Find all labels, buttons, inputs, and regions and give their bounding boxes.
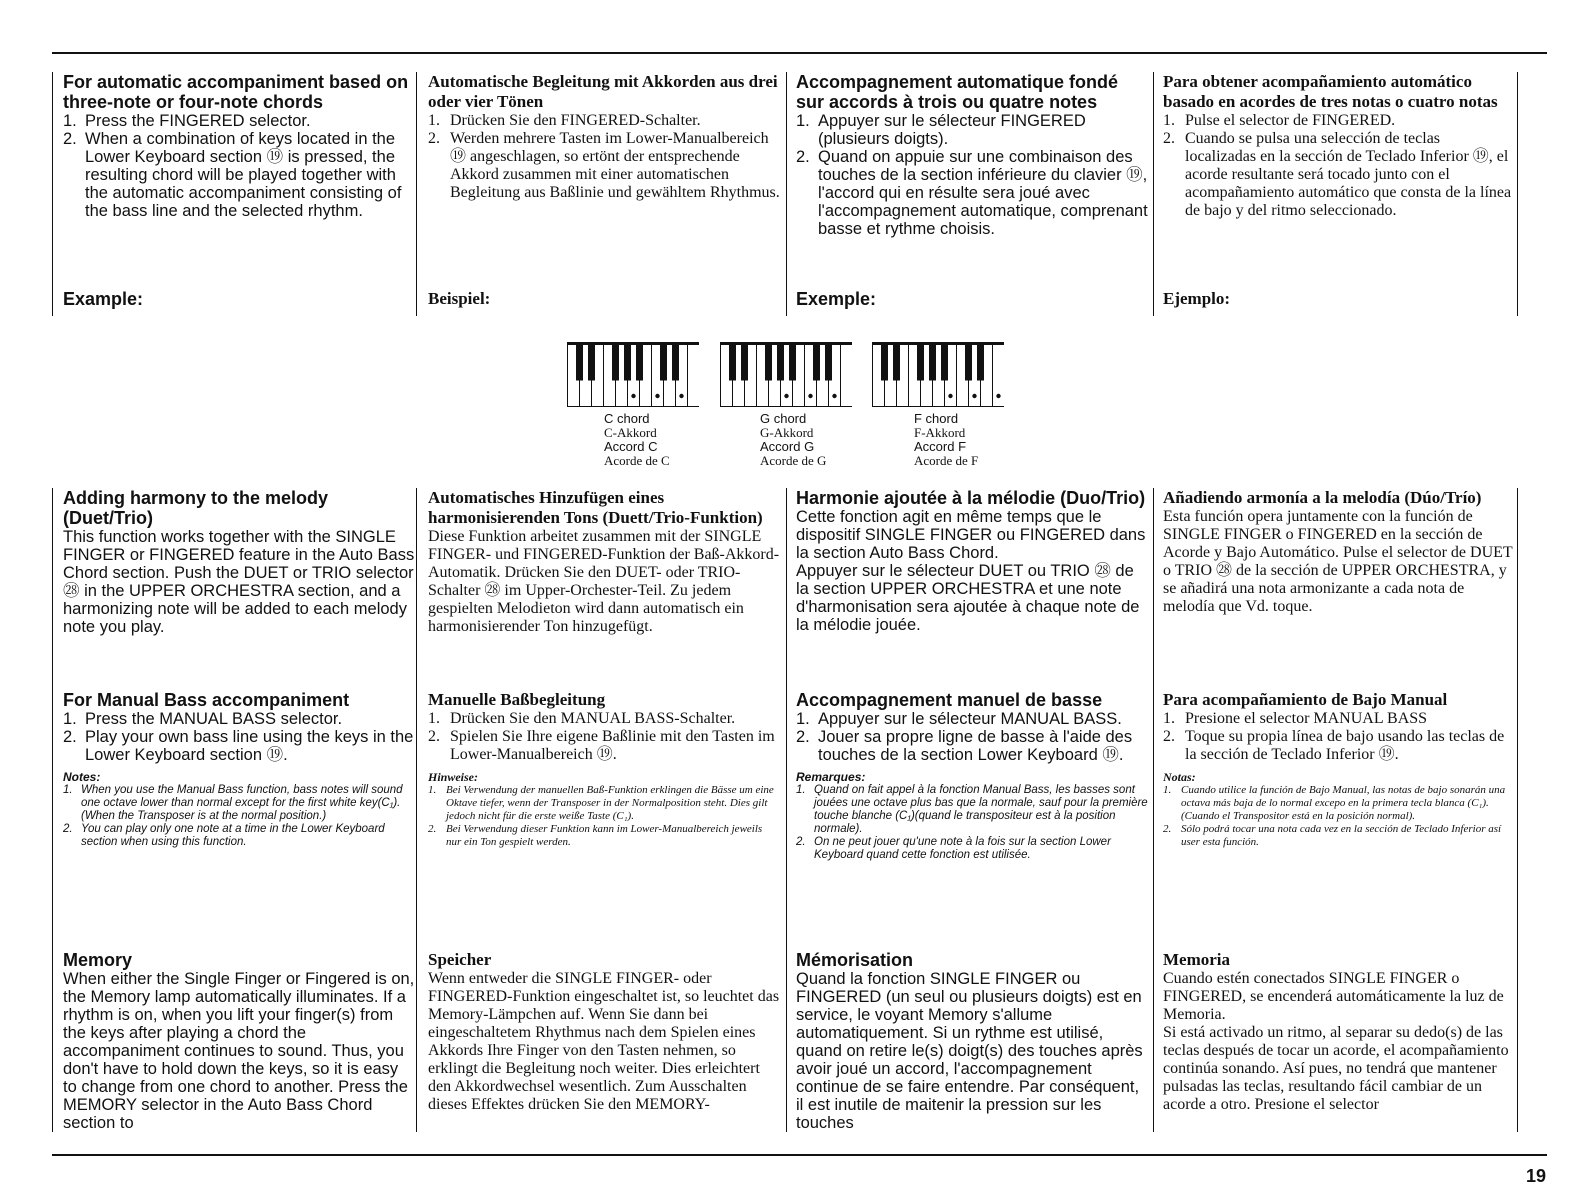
section-heading: Accompagnement manuel de basse xyxy=(796,690,1103,710)
section-fingered xyxy=(796,72,1148,238)
step-item: 1. Press the FINGERED selector. xyxy=(63,112,311,130)
section-memory xyxy=(428,950,780,1114)
section-heading: For automatic accompaniment based on three-note or four-note chords xyxy=(63,72,409,112)
section-body: Quand la fonction SINGLE FINGER ou FINGERED (un seul ou plusieurs doigts) est en service, le voyant Memory s'allume automatiquement. Si un rythme est utilisé, quand on retire le(s) doigt(s) des touches après avoir joué un accord, l'accompagnement continue de se faire entendre. Par conséquent, il est inutile de maitenir la pression sur les touches xyxy=(796,970,1143,1132)
example-label: Example: xyxy=(63,289,144,309)
black-key xyxy=(825,343,832,381)
column-divider xyxy=(416,72,417,316)
notes-heading: Notas: xyxy=(1163,770,1196,784)
notes-heading: Notes: xyxy=(63,770,101,784)
section-heading: Accompagnement automatique fondé sur accords à trois ou quatre notes xyxy=(796,72,1119,112)
black-key xyxy=(929,343,936,381)
section-memory xyxy=(63,950,415,1132)
black-key xyxy=(672,343,679,381)
section-harmony xyxy=(428,488,780,636)
pressed-key-dot xyxy=(784,394,788,398)
keyboard-top-bar xyxy=(720,342,852,345)
black-key xyxy=(588,343,595,381)
bottom-rule xyxy=(52,1154,1547,1156)
section-heading: Para obtener acompañamiento automático basado en acordes de tres notas o cuatro notas xyxy=(1163,72,1498,111)
white-key xyxy=(688,343,700,407)
step-item: 2. When a combination of keys located in the Lower Keyboard section ⑲ is pressed, the resulting chord will be played together with the automatic accompaniment consisting of the bass line and the selected rhythm. xyxy=(63,130,402,220)
section-body: Esta función opera juntamente con la función de SINGLE FINGER o FINGERED en la sección de Acorde y Bajo Automático. Pulse el selector de DUET o TRIO ㉘ de la sección de UPPER ORCHESTRA, y se añadirá una nota armonizante a cada nota de melodía que Vd. toque. xyxy=(1163,508,1513,615)
pressed-key-dot xyxy=(996,394,1000,398)
column-divider xyxy=(1153,488,1154,1132)
section-heading: Automatische Begleitung mit Akkorden aus drei oder vier Tönen xyxy=(428,72,778,111)
section-heading: Manuelle Baßbegleitung xyxy=(428,690,606,709)
keyboard-top-bar xyxy=(567,342,699,345)
section-harmony xyxy=(63,488,415,636)
section-fingered xyxy=(63,72,415,220)
step-item: 1. Pulse el selector de FINGERED. xyxy=(1163,112,1396,129)
section-manual-bass xyxy=(1163,690,1515,849)
step-item: 1. Presione el selector MANUAL BASS xyxy=(1163,710,1428,727)
step-item: 2. Spielen Sie Ihre eigene Baßlinie mit den Tasten im Lower-Manualbereich ⑲. xyxy=(428,728,775,763)
step-item: 2. Quand on appuie sur une combinaison des touches de la section inférieure du clavier ⑲, l'accord qui en résulte sera joué avec l'accompagnement automatique, comprenant basse et rythme choisis. xyxy=(796,148,1148,238)
notes-heading: Remarques: xyxy=(796,770,866,784)
chord-caption-c: C chord C-Akkord Accord C Acorde de C xyxy=(604,411,670,468)
column-divider xyxy=(1517,72,1518,316)
note-item: 1. Bei Verwendung der manuellen Baß-Funktion erklingen die Bässe um eine Oktave tiefer, wenn der Transposer in der Normalposition steht. Dies gilt jedoch nicht für die erste weiße Taste (C₁). xyxy=(428,784,774,822)
black-key xyxy=(881,343,888,381)
black-key xyxy=(612,343,619,381)
black-key xyxy=(741,343,748,381)
section-heading: Automatisches Hinzufügen eines harmonisierenden Tons (Duett/Trio-Funktion) xyxy=(428,488,763,527)
chord-caption-g: G chord G-Akkord Accord G Acorde de G xyxy=(760,411,827,468)
column-divider xyxy=(52,488,53,1132)
column-divider xyxy=(52,72,53,316)
pressed-key-dot xyxy=(631,394,635,398)
keyboard-diagram-f xyxy=(872,342,1004,408)
section-manual-bass xyxy=(428,690,780,849)
black-key xyxy=(917,343,924,381)
note-item: 2. You can play only one note at a time in the Lower Keyboard section when using this function. xyxy=(63,823,385,848)
step-item: 2. Play your own bass line using the keys in the Lower Keyboard section ⑲. xyxy=(63,728,414,764)
chord-caption-f: F chord F-Akkord Accord F Acorde de F xyxy=(914,411,979,468)
pressed-key-dot xyxy=(655,394,659,398)
note-item: 1. When you use the Manual Bass function, bass notes will sound one octave lower than normal except for the first white key(C₁). (When the Transposer is at the normal position.) xyxy=(63,784,403,822)
section-heading: Mémorisation xyxy=(796,950,914,970)
keyboard-diagram-g xyxy=(720,342,852,408)
step-item: 1. Drücken Sie den FINGERED-Schalter. xyxy=(428,112,701,129)
column-divider xyxy=(1517,488,1518,1132)
step-item: 2. Cuando se pulsa una selección de teclas localizadas en la sección de Teclado Inferior ⑲, el acorde resultante será tocado junto con el acompañamiento automático que consta de la línea de bajo y del ritmo seleccionado. xyxy=(1163,130,1512,219)
section-heading: Memoria xyxy=(1163,950,1231,969)
section-heading: Harmonie ajoutée à la mélodie (Duo/Trio) xyxy=(796,488,1146,508)
black-key xyxy=(777,343,784,381)
black-key xyxy=(789,343,796,381)
column-divider xyxy=(1153,72,1154,316)
notes-heading: Hinweise: xyxy=(428,770,478,784)
section-memory xyxy=(1163,950,1515,1114)
section-heading: Speicher xyxy=(428,950,492,969)
pressed-key-dot xyxy=(948,394,952,398)
black-key xyxy=(576,343,583,381)
step-item: 2. Jouer sa propre ligne de basse à l'aide des touches de la section Lower Keyboard ⑲. xyxy=(796,728,1133,764)
pressed-key-dot xyxy=(808,394,812,398)
section-manual-bass xyxy=(796,690,1148,862)
pressed-key-dot xyxy=(679,394,683,398)
example-label: Ejemplo: xyxy=(1163,289,1231,308)
section-fingered xyxy=(428,72,780,202)
section-body: Cette fonction agit en même temps que le dispositif SINGLE FINGER ou FINGERED dans la section Auto Bass Chord. Appuyer sur le sélecteur DUET ou TRIO ㉘ de la section UPPER ORCHESTRA et une note d'harmonisation sera ajoutée à chaque note de la mélodie jouée. xyxy=(796,508,1146,634)
section-heading: Adding harmony to the melody (Duet/Trio) xyxy=(63,488,329,528)
keyboard-top-bar xyxy=(872,342,1004,345)
example-label: Beispiel: xyxy=(428,289,491,308)
step-item: 2. Werden mehrere Tasten im Lower-Manualbereich ⑲ angeschlagen, so ertönt der entsprechende Akkord zusammen mit einer automatischen Begleitung aus Baßlinie und gewähltem Rhythmus. xyxy=(428,130,780,201)
black-key xyxy=(965,343,972,381)
section-body: Wenn entweder die SINGLE FINGER- oder FINGERED-Funktion eingeschaltet ist, so leuchtet das Memory-Lämpchen auf. Wenn Sie dann bei eingeschaltetem Rhythmus nach dem Spielen eines Akkords Ihre Finger von den Tasten nehmen, so erklingt die Begleitung noch weiter. Dies erleichtert den Akkordwechsel wesentlich. Zum Ausschalten dieses Effektes drücken Sie den MEMORY- xyxy=(428,970,780,1113)
pressed-key-dot xyxy=(832,394,836,398)
section-harmony xyxy=(796,488,1148,634)
section-manual-bass xyxy=(63,690,415,849)
section-fingered xyxy=(1163,72,1515,220)
black-key xyxy=(765,343,772,381)
note-item: 2. Sólo podrá tocar una nota cada vez en la sección de Teclado Inferior así user esta función. xyxy=(1163,823,1502,848)
section-body: This function works together with the SINGLE FINGER or FINGERED feature in the Auto Bass Chord section. Push the DUET or TRIO selector ㉘ in the UPPER ORCHESTRA section, and a harmonizing note will be added to each melody note you play. xyxy=(63,528,415,636)
section-body: Diese Funktion arbeitet zusammen mit der SINGLE FINGER- und FINGERED-Funktion der Baß-Akkord-Automatik. Drücken Sie den DUET- oder TRIO-Schalter ㉘ im Upper-Orchester-Teil. Zu jedem gespielten Melodieton wird dann automatisch ein harmonisierender Ton hinzugefügt. xyxy=(428,528,780,635)
note-item: 1. Quand on fait appel à la fonction Manual Bass, les basses sont jouées une octave plus bas que la normale, sauf pour la première touche blanche (C₁)(quand le transpositeur est à la position normale). xyxy=(796,784,1148,835)
top-rule xyxy=(52,52,1547,54)
black-key xyxy=(977,343,984,381)
column-divider xyxy=(786,488,787,1132)
note-item: 2. Bei Verwendung dieser Funktion kann im Lower-Manualbereich jeweils nur ein Ton gespielt werden. xyxy=(428,823,763,848)
section-body: When either the Single Finger or Fingered is on, the Memory lamp automatically illuminates. If a rhythm is on, when you lift your finger(s) from the keys after playing a chord the accompaniment continues to sound. Thus, you don't have to hold down the keys, so it is easy to change from one chord to another. Press the MEMORY selector in the Auto Bass Chord section to xyxy=(63,970,415,1132)
section-body: Cuando estén conectados SINGLE FINGER o FINGERED, se encenderá automáticamente la luz de Memoria. Si está activado un ritmo, al separar su dedo(s) de las teclas después de tocar un acorde, el acompañamiento continúa sonando. Así pues, no tendrá que mantener pulsadas las teclas, resultando fácil cambiar de un acorde a otro. Presione el selector xyxy=(1163,970,1509,1113)
column-divider xyxy=(786,72,787,316)
step-item: 1. Appuyer sur le sélecteur FINGERED (plusieurs doigts). xyxy=(796,112,1086,148)
column-divider xyxy=(416,488,417,1132)
black-key xyxy=(813,343,820,381)
section-heading: Añadiendo armonía a la melodía (Dúo/Trío) xyxy=(1163,488,1482,507)
step-item: 2. Toque su propia línea de bajo usando las teclas de la sección de Teclado Inferior ⑲. xyxy=(1163,728,1505,763)
black-key xyxy=(624,343,631,381)
example-label: Exemple: xyxy=(796,289,877,309)
section-heading: For Manual Bass accompaniment xyxy=(63,690,350,710)
step-item: 1. Press the MANUAL BASS selector. xyxy=(63,710,343,728)
step-item: 1. Appuyer sur le sélecteur MANUAL BASS. xyxy=(796,710,1122,728)
black-key xyxy=(941,343,948,381)
pressed-key-dot xyxy=(972,394,976,398)
black-key xyxy=(660,343,667,381)
section-memory xyxy=(796,950,1148,1132)
page-number: 19 xyxy=(1525,1166,1546,1186)
step-item: 1. Drücken Sie den MANUAL BASS-Schalter. xyxy=(428,710,736,727)
keyboard-diagram-c xyxy=(567,342,699,408)
section-heading: Memory xyxy=(63,950,133,970)
black-key xyxy=(893,343,900,381)
section-heading: Para acompañamiento de Bajo Manual xyxy=(1163,690,1448,709)
note-item: 1. Cuando utilice la función de Bajo Manual, las notas de bajo sonarán una octava más baja de lo normal excepo en la primera tecla blanca (C₁). (Cuando el Transpositor está en la posición normal). xyxy=(1163,784,1506,822)
white-key xyxy=(841,343,853,407)
section-harmony xyxy=(1163,488,1515,616)
note-item: 2. On ne peut jouer qu'une note à la fois sur la section Lower Keyboard quand cette fonction est utilisée. xyxy=(796,836,1111,861)
black-key xyxy=(636,343,643,381)
black-key xyxy=(729,343,736,381)
